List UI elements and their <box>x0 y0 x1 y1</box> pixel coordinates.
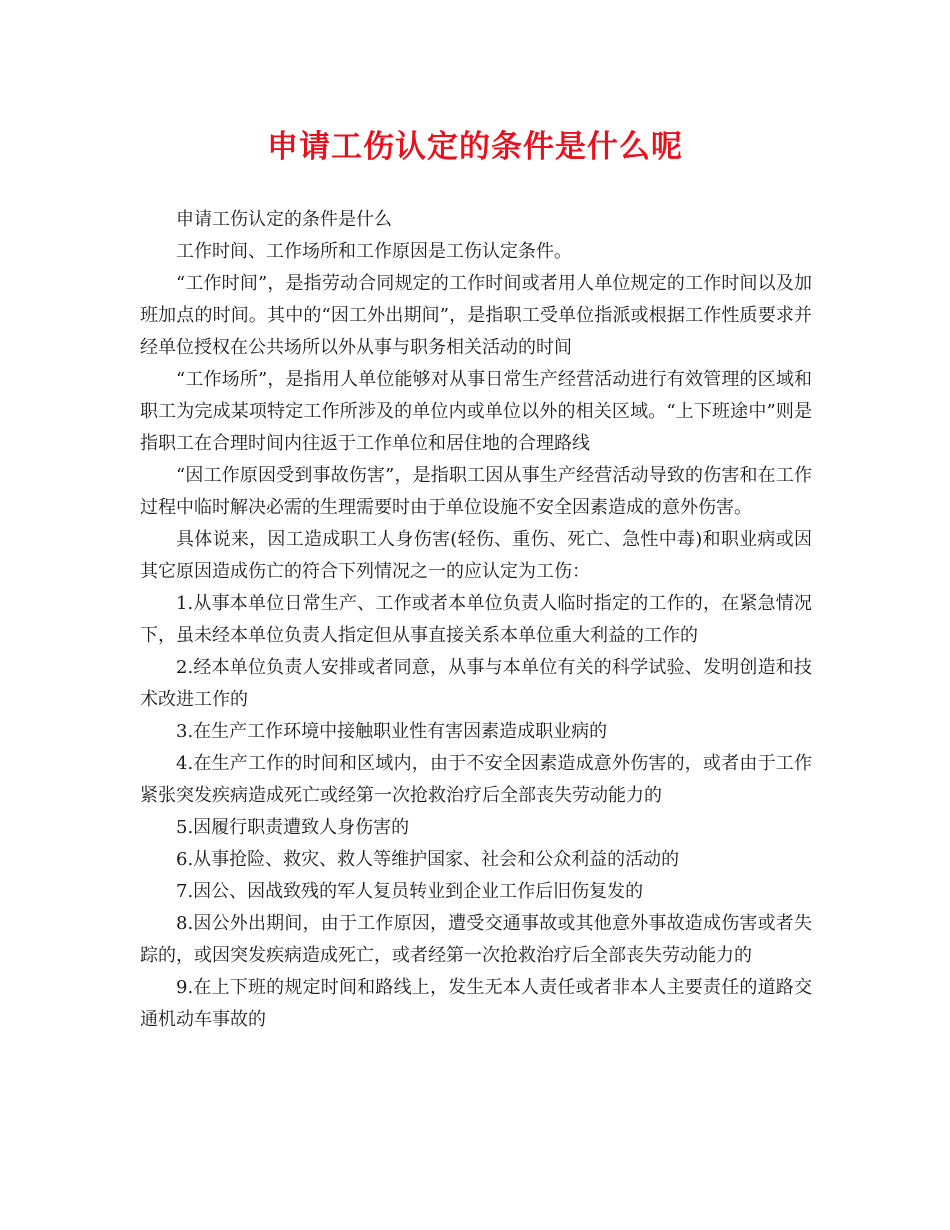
paragraph-work-cause: “因工作原因受到事故伤害”，是指职工因从事生产经营活动导致的伤害和在工作过程中临时解决必需的生理需要时由于单位设施不安全因素造成的意外伤害。 <box>140 465 812 518</box>
list-item-case-3: 3.在生产工作环境中接触职业性有害因素造成职业病的 <box>176 721 608 742</box>
list-item-case-2: 2.经本单位负责人安排或者同意，从事与本单位有关的科学试验、发明创造和技术改进工作的 <box>140 657 812 710</box>
paragraph-intro-heading: 申请工伤认定的条件是什么 <box>176 209 392 230</box>
document-title: 申请工伤认定的条件是什么呢 <box>267 129 683 165</box>
paragraph-specific-cases-intro: 具体说来，因工造成职工人身伤害(轻伤、重伤、死亡、急性中毒)和职业病或因其它原因造成伤亡的符合下列情况之一的应认定为工伤： <box>140 529 812 582</box>
list-item-case-4: 4.在生产工作的时间和区域内，由于不安全因素造成意外伤害的，或者由于工作紧张突发疾病造成死亡或经第一次抢救治疗后全部丧失劳动能力的 <box>140 753 812 806</box>
list-item-case-5: 5.因履行职责遭致人身伤害的 <box>176 817 410 838</box>
list-item-case-6: 6.从事抢险、救灾、救人等维护国家、社会和公众利益的活动的 <box>176 849 680 870</box>
paragraph-work-time: “工作时间”，是指劳动合同规定的工作时间或者用人单位规定的工作时间以及加班加点的时间。其中的“因工外出期间”，是指职工受单位指派或根据工作性质要求并经单位授权在公共场所以外从事与职务相关活动的时间 <box>140 273 812 358</box>
list-item-case-8: 8.因公外出期间，由于工作原因，遭受交通事故或其他意外事故造成伤害或者失踪的，或因突发疾病造成死亡，或者经第一次抢救治疗后全部丧失劳动能力的 <box>140 913 812 966</box>
paragraph-conditions-summary: 工作时间、工作场所和工作原因是工伤认定条件。 <box>176 241 572 262</box>
paragraph-work-place: “工作场所”，是指用人单位能够对从事日常生产经营活动进行有效管理的区域和职工为完成某项特定工作所涉及的单位内或单位以外的相关区域。“上下班途中”则是指职工在合理时间内往返于工作单位和居住地的合理路线 <box>140 369 812 454</box>
document-body <box>140 204 812 1036</box>
list-item-case-9: 9.在上下班的规定时间和路线上，发生无本人责任或者非本人主要责任的道路交通机动车事故的 <box>140 977 812 1030</box>
list-item-case-7: 7.因公、因战致残的军人复员转业到企业工作后旧伤复发的 <box>176 881 644 902</box>
list-item-case-1: 1.从事本单位日常生产、工作或者本单位负责人临时指定的工作的，在紧急情况下，虽未经本单位负责人指定但从事直接关系本单位重大利益的工作的 <box>140 593 812 646</box>
